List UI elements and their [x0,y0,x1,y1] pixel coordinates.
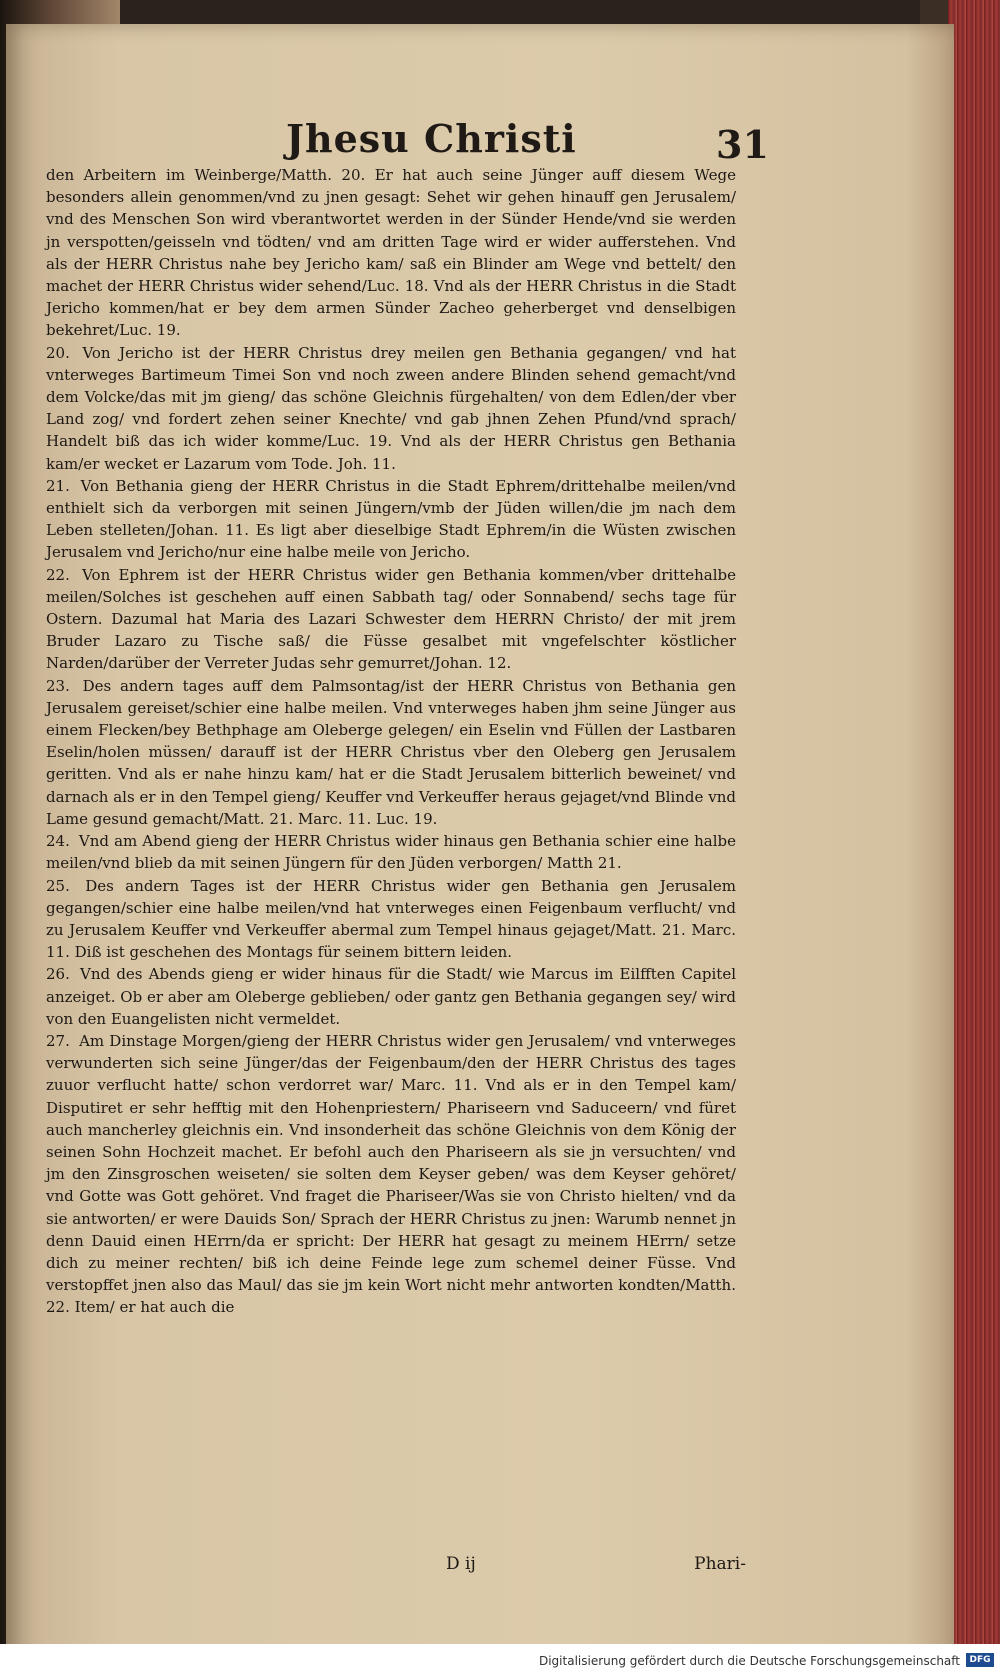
funding-banner [0,1644,1000,1677]
paragraph-number: 21. [46,476,70,495]
paragraph-text: Vnd des Abends gieng er wider hinaus für die Stadt/ wie Marcus im Eilfften Capitel anzeiget. Ob er aber am Oleberge geblieben/ oder gantz gen Bethania gegangen sey/ wird von den Euangelisten nicht vermeldet. [46,965,736,1028]
paragraph-intro [46,164,736,342]
paragraph-text: Des andern Tages ist der HERR Christus wider gen Bethania gen Jerusalem gegangen/schier eine halbe meilen/vnd hat vnterweges einen Feigenbaum verflucht/ vnd zu Jerusalem Keuffer vnd Verkeuffer abermal zum Tempel hinaus gejaget/Matt. 21. Marc. 11. Diß ist geschehen des Montags für seinem bittern leiden. [46,876,736,962]
dfg-logo: DFG [966,1653,994,1667]
paragraph-27 [46,1030,736,1319]
paragraph-number: 20. [46,343,70,362]
catchword: Phari- [694,1554,746,1574]
paragraph-number: 26. [46,965,70,984]
book-page [6,24,954,1669]
paragraph-20 [46,342,736,475]
paragraph-text: Am Dinstage Morgen/gieng der HERR Christus wider gen Jerusalem/ vnd vnterweges verwunderten sich seine Jünger/das der Feigenbaum/den der HERR Christus des tages zuuor verflucht hatte/ schon verdorret war/ Marc. 11. Vnd als er in den Tempel kam/ Disputiret er sehr hefftig mit den Hohenpriestern/ Phariseern vnd Saduceern/ vnd füret auch mancherley gleichnis ein. Vnd insonderheit das schöne Gleichnis von dem König der seinen Sohn Hochzeit machet. Er befohl auch den Phariseern als sie jn versuchten/ vnd jm den Zinsgroschen weiseten/ sie solten dem Keyser geben/ was dem Keyser gehöret/ vnd Gotte was Gott gehöret. Vnd fraget die Phariseer/Was sie von Christo hielten/ vnd da sie antworten/ er were Dauids Son/ Sprach der HERR Christus zu jnen: Warumb nennet jn denn Dauid einen HErrn/da er spricht: Der HERR hat gesagt zu meinem HErrn/ setze dich zu meiner rechten/ biß ich deine Feinde lege zum schemel deiner Füsse. Vnd verstopffet jnen also das Maul/ das sie jm kein Wort nicht mehr antworten kondten/Matth. 22. Item/ er hat auch die [46,1031,736,1317]
paragraph-number: 23. [46,676,70,695]
paragraph-text: Vnd am Abend gieng der HERR Christus wider hinaus gen Bethania schier eine halbe meilen/vnd blieb da mit seinen Jüngern für den Jüden verborgen/ Matth 21. [46,832,736,873]
paragraph-text: den Arbeitern im Weinberge/Matth. 20. Er hat auch seine Jünger auff diesem Wege besonders allein genommen/vnd zu jnen gesagt: Sehet wir gehen hinauff gen Jerusalem/ vnd des Menschen Son wird vberantwortet werden in der Sünder Hende/vnd sie werden jn verspotten/geisseln vnd tödten/ vnd am dritten Tage wird er wider aufferstehen. Vnd als der HERR Christus nahe bey Jericho kam/ saß ein Blinder am Wege vnd bettelt/ den machet der HERR Christus wider sehend/Luc. 18. Vnd als der HERR Christus in die Stadt Jericho kommen/hat er bey dem armen Sünder Zacheo geherberget vnd denselbigen bekehret/Luc. 19. [46,166,736,340]
paragraph-number: 22. [46,565,70,584]
paragraph-number: 27. [46,1031,70,1050]
paragraph-21 [46,475,736,564]
paragraph-text: Von Ephrem ist der HERR Christus wider gen Bethania kommen/vber drittehalbe meilen/Solches ist geschehen auff einen Sabbath tag/ oder Sonnabend/ sechs tage für Ostern. Dazumal hat Maria des Lazari Schwester dem HERRN Christo/ der mit jrem Bruder Lazaro zu Tische saß/ die Füsse gesalbet mit vngefelschter köstlicher Narden/darüber der Verreter Judas sehr gemurret/Johan. 12. [46,565,736,673]
running-title: Jhesu Christi [286,116,577,161]
paragraph-23 [46,675,736,830]
funding-text: Digitalisierung gefördert durch die Deutsche Forschungsgemeinschaft [538,1654,960,1668]
page-edge [948,0,1000,1677]
paragraph-26 [46,963,736,1030]
paragraph-text: Des andern tages auff dem Palmsontag/ist der HERR Christus von Bethania gen Jerusalem gereiset/schier eine halbe meilen. Vnd vnterweges haben jhm seine Jünger aus einem Flecken/bey Bethphage am Oleberge gelegen/ ein Eselin vnd Füllen der Lastbaren Eselin/holen müssen/ darauff ist der HERR Christus vber den Oleberg gen Jerusalem geritten. Vnd als er nahe hinzu kam/ hat er die Stadt Jerusalem bitterlich beweinet/ vnd darnach als er in den Tempel gieng/ Keuffer vnd Verkeuffer heraus gejaget/vnd Blinde vnd Lame gesund gemacht/Matt. 21. Marc. 11. Luc. 19. [46,676,736,828]
signature-mark: D ij [446,1554,476,1574]
paragraph-number: 24. [46,832,70,851]
body-text [46,164,736,1319]
page-footer [46,1554,746,1584]
paragraph-25 [46,875,736,964]
paragraph-text: Von Bethania gieng der HERR Christus in die Stadt Ephrem/drittehalbe meilen/vnd enthielt sich da verborgen mit seinen Jüngern/vmb der Jüden willen/die jm nach dem Leben stelleten/Johan. 11. Es ligt aber dieselbige Stadt Ephrem/in die Wüsten zwischen Jerusalem vnd Jericho/nur eine halbe meile von Jericho. [46,476,736,562]
paragraph-text: Von Jericho ist der HERR Christus drey meilen gen Bethania gegangen/ vnd hat vnterweges Bartimeum Timei Son vnd noch zween andere Blinden sehend gemacht/vnd dem Volcke/das mit jm gieng/ das schöne Gleichnis fürgehalten/ von dem Edlen/der vber Land zog/ vnd fordert zehen seiner Knechte/ vnd gab jhnen Zehen Pfund/vnd sprach/ Handelt biß das ich wider komme/Luc. 19. Vnd als der HERR Christus gen Bethania kam/er wecket er Lazarum vom Tode. Joh. 11. [46,343,736,473]
page-number: 31 [716,122,769,167]
paragraph-22 [46,564,736,675]
paragraph-number: 25. [46,876,70,895]
paragraph-24 [46,830,736,874]
